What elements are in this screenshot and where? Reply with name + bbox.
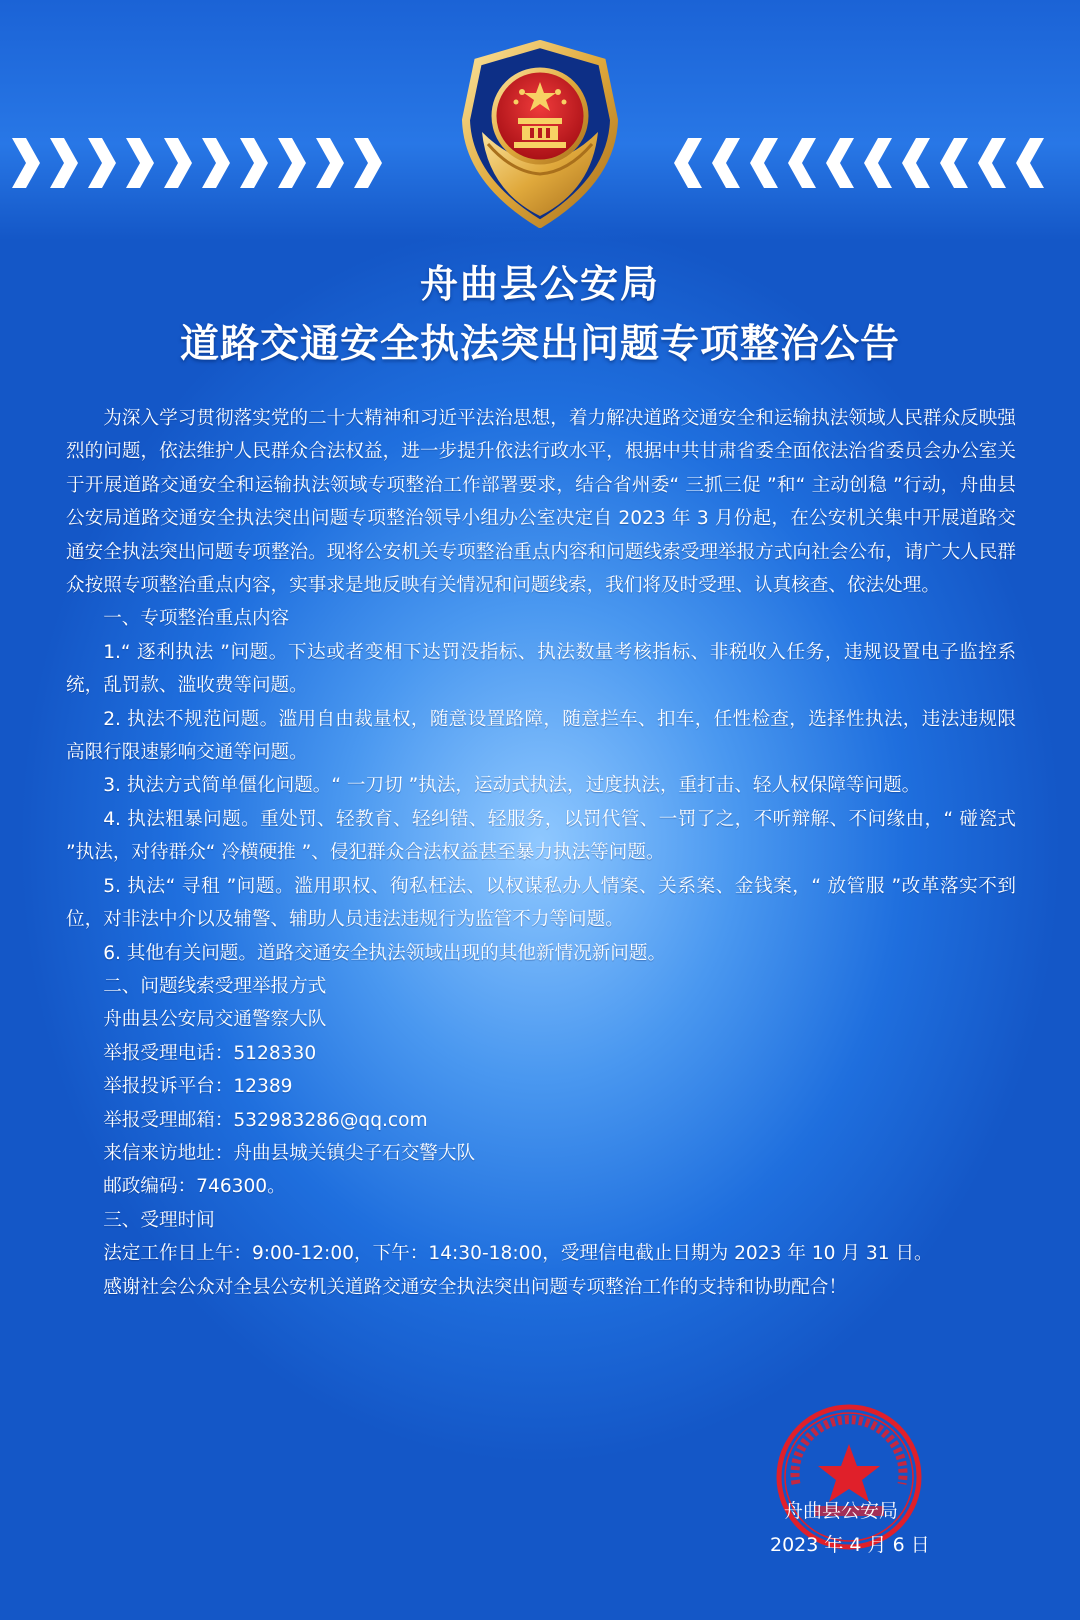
chevron-icon <box>824 134 860 192</box>
chevron-icon <box>1014 134 1050 192</box>
chevron-icon <box>6 134 42 192</box>
chevron-icon <box>348 134 384 192</box>
list-item: 3. 执法方式简单僵化问题。“ 一刀切 ”执法，运动式执法，过度执法，重打击、轻人权保障等问题。 <box>103 775 921 797</box>
office-hours: 法定工作日上午：9:00-12:00，下午：14:30-18:00，受理信电截止日期为 2023 年 10 月 31 日。 <box>103 1243 933 1265</box>
page-subtitle: 道路交通安全执法突出问题专项整治公告 <box>179 321 900 367</box>
list-item: 1.“ 逐利执法 ”问题。下达或者变相下达罚没指标、执法数量考核指标、非税收入任务，违规设置电子监控系统，乱罚款、滥收费等问题。 <box>66 641 1016 697</box>
chevron-icon <box>44 134 80 192</box>
signature-date: 2023 年 4 月 6 日 <box>770 1534 930 1556</box>
chevron-icon <box>158 134 194 192</box>
section-heading: 一、专项整治重点内容 <box>103 608 290 630</box>
chevron-icon <box>196 134 232 192</box>
right-chevron-band <box>672 134 1050 192</box>
chevron-icon <box>82 134 118 192</box>
contact-platform: 举报投诉平台：12389 <box>103 1076 293 1098</box>
section-heading: 二、问题线索受理举报方式 <box>103 975 327 997</box>
intro-paragraph: 为深入学习贯彻落实党的二十大精神和习近平法治思想，着力解决道路交通安全和运输执法领域人民群众反映强烈的问题，依法维护人民群众合法权益，进一步提升依法行政水平，根据中共甘肃省委全面依法治省委员会办公室关于开展道路交通安全和运输执法领域专项整治工作部署要求，结合省州委“ 三抓三促 ”和“ 主动创稳 ”行动，舟曲县公安局道路交通安全执法突出问题专项整治领导小组办公室决定自 2023 年 3 月份起，在公安机关集中开展道路交通安全执法突出问题专项整治。现将公安机关专项整治重点内容和问题线索受理举报方式向社会公布，请广大人民群众按照专项整治重点内容，实事求是地反映有关情况和问题线索，我们将及时受理、认真核查、依法处理。 <box>66 408 1016 597</box>
list-item: 5. 执法“ 寻租 ”问题。滥用职权、徇私枉法、以权谋私办人情案、关系案、金钱案，“ 放管服 ”改革落实不到位，对非法中介以及辅警、辅助人员违法违规行为监管不力等问题。 <box>66 875 1016 931</box>
page-title: 舟曲县公安局 <box>419 261 660 306</box>
list-item: 6. 其他有关问题。道路交通安全执法领域出现的其他新情况新问题。 <box>103 942 667 964</box>
chevron-icon <box>120 134 156 192</box>
section-heading: 三、受理时间 <box>103 1209 215 1231</box>
signature-org: 舟曲县公安局 <box>784 1500 899 1522</box>
contact-address: 来信来访地址：舟曲县城关镇尖子石交警大队 <box>103 1142 476 1164</box>
chevron-icon <box>862 134 898 192</box>
chevron-icon <box>900 134 936 192</box>
notice-body <box>66 402 1016 1304</box>
chevron-icon <box>672 134 708 192</box>
chevron-icon <box>234 134 270 192</box>
police-emblem-icon <box>452 40 628 228</box>
chevron-icon <box>786 134 822 192</box>
chevron-icon <box>272 134 308 192</box>
chevron-icon <box>748 134 784 192</box>
chevron-icon <box>310 134 346 192</box>
chevron-icon <box>710 134 746 192</box>
left-chevron-band <box>6 134 384 192</box>
list-item: 2. 执法不规范问题。滥用自由裁量权，随意设置路障，随意拦车、扣车，任性检查，选择性执法，违法违规限高限行限速影响交通等问题。 <box>66 708 1016 764</box>
contact-postcode: 邮政编码：746300。 <box>103 1176 286 1198</box>
contact-unit: 舟曲县公安局交通警察大队 <box>103 1009 327 1031</box>
list-item: 4. 执法粗暴问题。重处罚、轻教育、轻纠错、轻服务，以罚代管、一罚了之，不听辩解、不问缘由，“ 碰瓷式 ”执法，对待群众“ 冷横硬推 ”、侵犯群众合法权益甚至暴力执法等问题。 <box>66 808 1016 864</box>
thanks-line: 感谢社会公众对全县公安机关道路交通安全执法突出问题专项整治工作的支持和协助配合！ <box>103 1276 847 1298</box>
contact-email: 举报受理邮箱：532983286@qq.com <box>103 1109 428 1131</box>
contact-phone: 举报受理电话：5128330 <box>103 1042 317 1064</box>
chevron-icon <box>938 134 974 192</box>
chevron-icon <box>976 134 1012 192</box>
